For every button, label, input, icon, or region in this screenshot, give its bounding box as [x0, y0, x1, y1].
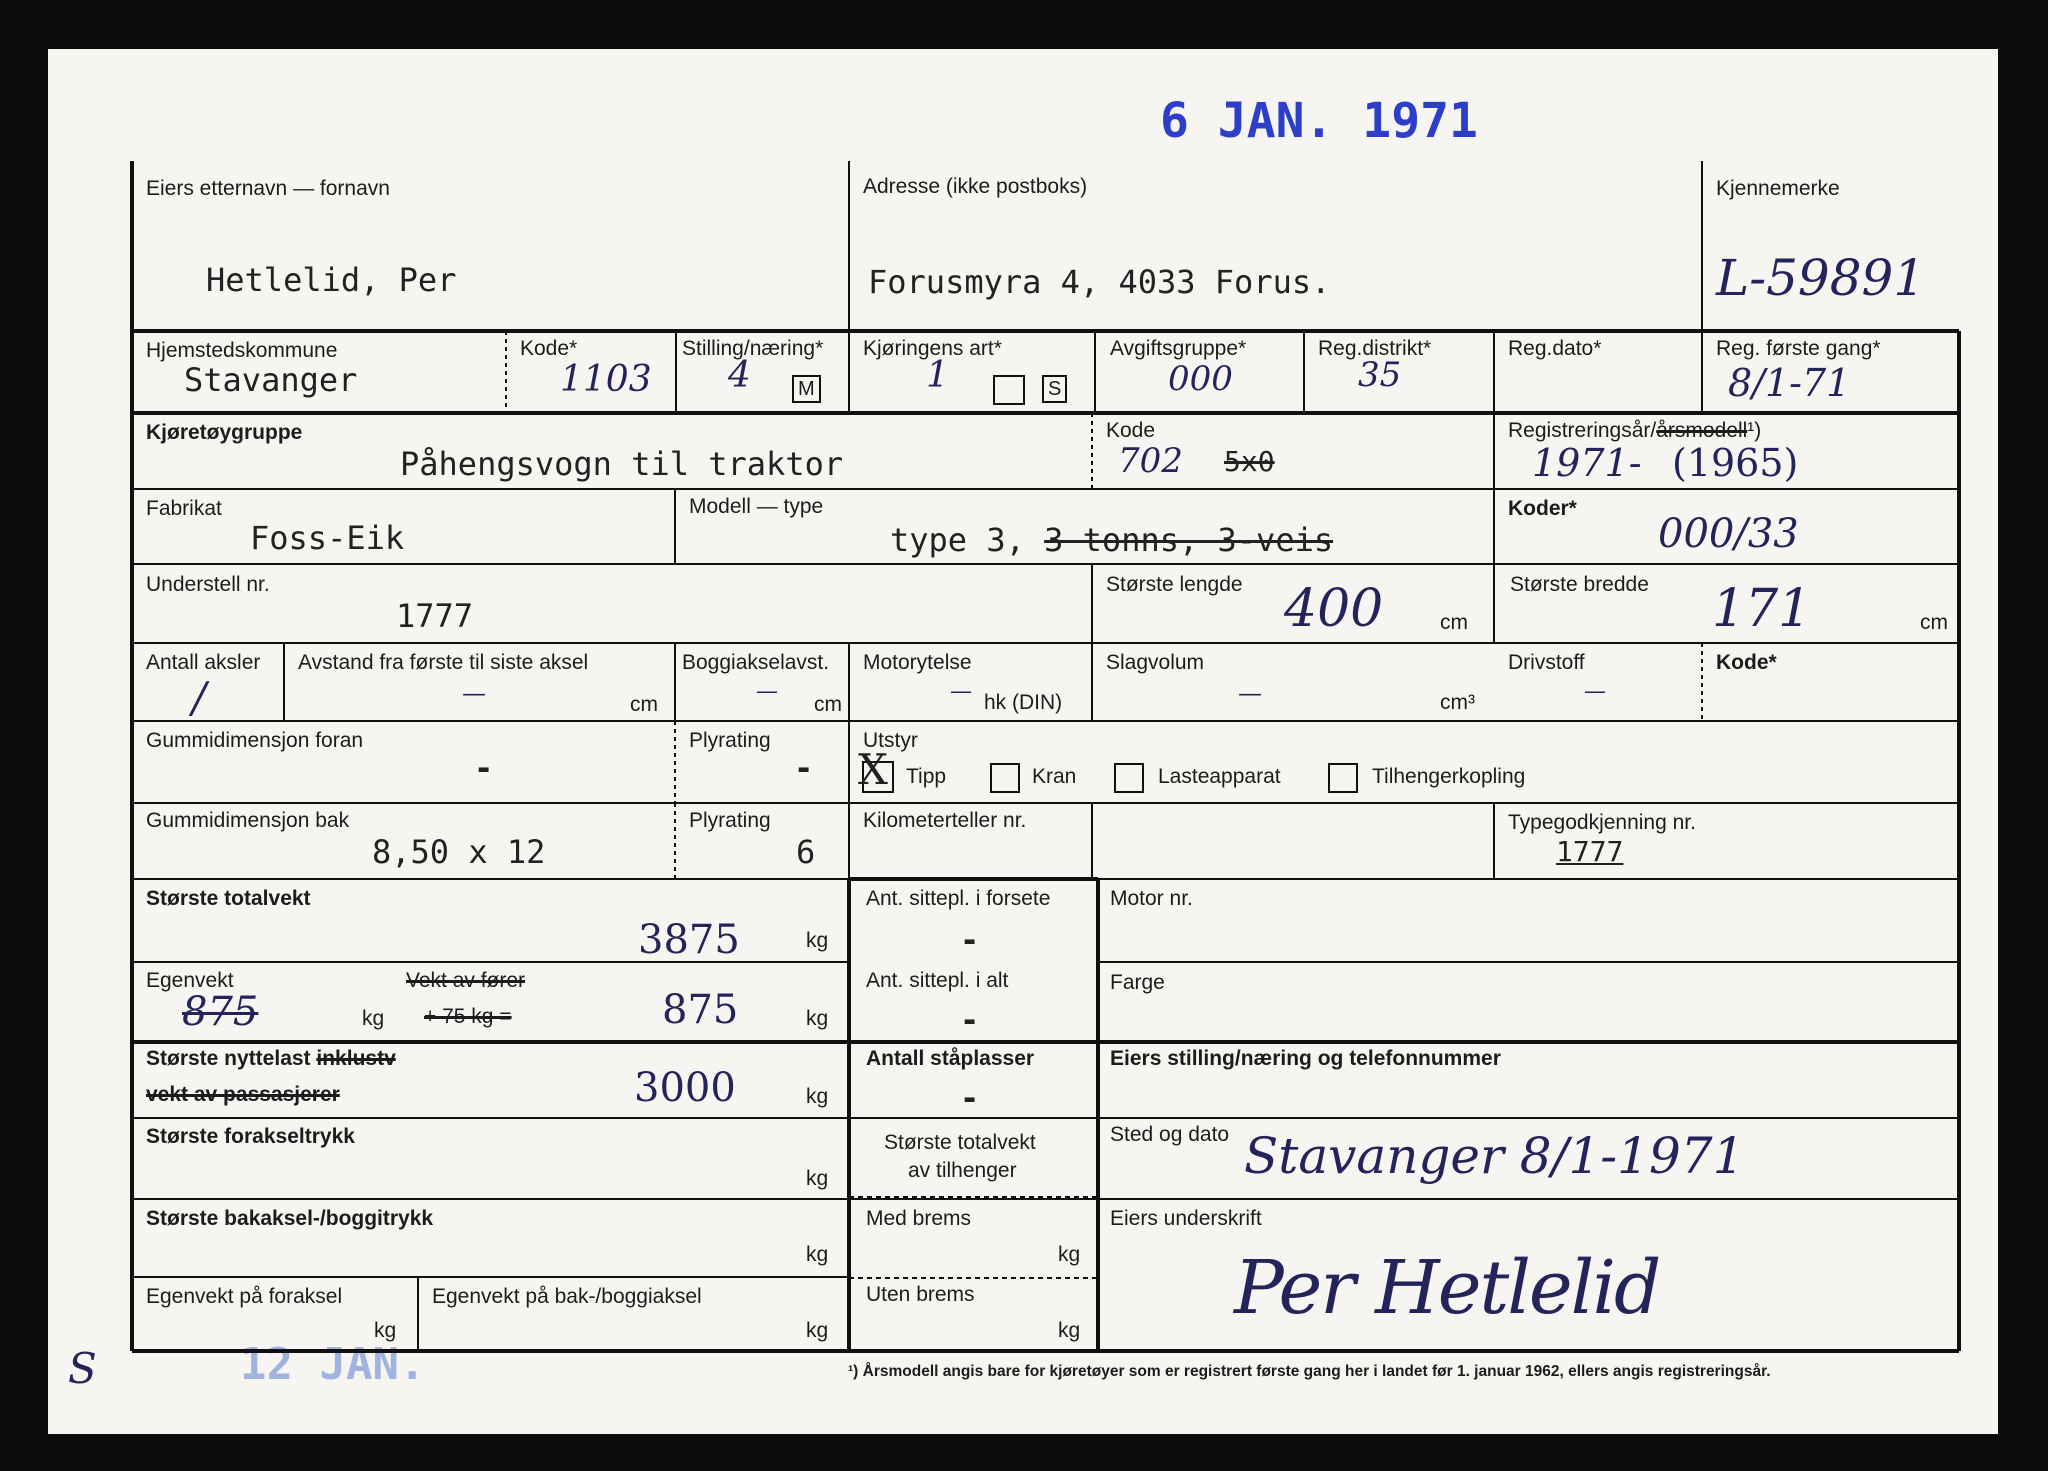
with-brakes-label: Med brems: [866, 1207, 972, 1230]
owner-signature: Per Hetlelid: [1234, 1245, 1660, 1331]
chassis-value: 1777: [396, 597, 474, 635]
own-front-label: Egenvekt på foraksel: [146, 1285, 343, 1308]
axle-distance-unit: cm: [630, 693, 658, 716]
kode-handwritten: 702: [1118, 441, 1183, 481]
type-approval-value: 1777: [1556, 835, 1624, 868]
occupation-m-box: M: [792, 375, 821, 403]
max-length-label: Største lengde: [1106, 573, 1243, 596]
seats-front-label: Ant. sittepl. i forsete: [866, 887, 1051, 910]
own-rear-label: Egenvekt på bak-/boggiaksel: [432, 1285, 702, 1308]
code-label: Kode*: [520, 337, 578, 360]
plus-75-kg: + 75 kg =: [424, 1005, 512, 1028]
model-value: [890, 521, 1333, 559]
front-axle-pressure-unit: kg: [806, 1167, 829, 1190]
codes-label: Koder*: [1508, 497, 1577, 520]
rear-axle-pressure-label: Største bakaksel-/boggitrykk: [146, 1207, 434, 1230]
max-total-weight-unit: kg: [806, 929, 829, 952]
ply-rear-label: Plyrating: [689, 809, 771, 832]
kode-label: Kode: [1106, 419, 1156, 442]
tyre-rear-label: Gummidimensjon bak: [146, 809, 350, 832]
bogie-distance-value: —: [756, 679, 778, 704]
vehicle-group-value: Påhengsvogn til traktor: [400, 445, 844, 483]
occupation-label: Stilling/næring*: [682, 337, 824, 360]
address-label: Adresse (ikke postboks): [863, 175, 1088, 198]
axle-distance-value: —: [462, 679, 486, 707]
displacement-value: —: [1238, 679, 1262, 707]
tilhengerkopling-checkbox[interactable]: [1328, 763, 1358, 793]
owner-occupation-label: Eiers stilling/næring og telefonnummer: [1110, 1047, 1501, 1070]
seats-total-value: -: [960, 1001, 980, 1039]
vehicle-group-label: Kjøretøygruppe: [146, 421, 303, 444]
displacement-unit: cm³: [1440, 691, 1475, 714]
ply-rear-value: 6: [796, 833, 816, 871]
ply-front-value: -: [794, 749, 814, 787]
date-stamp-bottom: 12 JAN.: [240, 1339, 426, 1390]
codes-value: 000/33: [1658, 511, 1799, 557]
tipp-label: Tipp: [906, 765, 947, 788]
own-rear-unit: kg: [806, 1319, 829, 1342]
with-brakes-unit: kg: [1058, 1243, 1081, 1266]
occupation-value: 4: [728, 355, 751, 396]
lasteapparat-label: Lasteapparat: [1158, 765, 1281, 788]
own-weight-kg: kg: [362, 1007, 385, 1030]
municipality-value: Stavanger: [184, 361, 358, 399]
reg-district-value: 35: [1358, 355, 1402, 395]
own-weight-label: Egenvekt: [146, 969, 234, 992]
axles-label: Antall aksler: [146, 651, 261, 674]
max-payload-label-text: Største nyttelast: [146, 1047, 311, 1070]
type-approval-label: Typegodkjenning nr.: [1508, 811, 1696, 834]
without-brakes-label: Uten brems: [866, 1283, 975, 1306]
max-length-unit: cm: [1440, 611, 1468, 634]
owner-name-value: Hetlelid, Per: [206, 261, 457, 299]
drive-type-s-box: S: [1042, 375, 1067, 403]
kran-label: Kran: [1032, 765, 1077, 788]
place-date-label: Sted og dato: [1110, 1123, 1230, 1146]
axles-value: /: [192, 673, 207, 722]
displacement-label: Slagvolum: [1106, 651, 1205, 674]
tyre-front-value: -: [474, 749, 494, 787]
municipality-label: Hjemstedskommune: [146, 339, 338, 362]
reg-year-label-suffix: ¹): [1747, 419, 1762, 442]
address-value: Forusmyra 4, 4033 Forus.: [868, 263, 1331, 301]
reg-year-label-prefix: Registreringsår/: [1508, 419, 1657, 442]
bogie-distance-unit: cm: [814, 693, 842, 716]
rear-axle-pressure-unit: kg: [806, 1243, 829, 1266]
driver-weight-label: Vekt av fører: [406, 969, 526, 992]
seats-total-label: Ant. sittepl. i alt: [866, 969, 1009, 992]
engine-no-label: Motor nr.: [1110, 887, 1193, 910]
reg-year-value: 1971-: [1532, 441, 1642, 485]
fee-group-value: 000: [1168, 359, 1233, 399]
max-width-value: 171: [1712, 579, 1812, 639]
registration-card: [48, 49, 1998, 1434]
own-weight-struck-value: 875: [182, 989, 259, 1035]
footnote: ¹) Årsmodell angis bare for kjøretøyer som er registrert første gang her i landet før 1. januar 1962, ellers angis registreringsår.: [848, 1363, 1771, 1380]
first-reg-label: Reg. første gang*: [1716, 337, 1881, 360]
drive-type-value: 1: [926, 355, 949, 396]
own-weight-value: 875: [662, 987, 739, 1033]
engine-power-label: Motorytelse: [863, 651, 972, 674]
chassis-label: Understell nr.: [146, 573, 270, 596]
axle-distance-label: Avstand fra første til siste aksel: [298, 651, 589, 674]
seats-front-value: -: [960, 921, 980, 959]
lasteapparat-checkbox[interactable]: [1114, 763, 1144, 793]
code-value: 1103: [560, 359, 652, 400]
date-stamp-top: 6 JAN. 1971: [1160, 93, 1478, 149]
kran-checkbox[interactable]: [990, 763, 1020, 793]
reg-date-label: Reg.dato*: [1508, 337, 1602, 360]
payload-passengers-label: vekt av passasjerer: [146, 1083, 340, 1106]
max-payload-value: 3000: [634, 1065, 736, 1111]
drive-type-label: Kjøringens art*: [863, 337, 1002, 360]
reg-mark-label: Kjennemerke: [1716, 177, 1840, 200]
standing-value: -: [960, 1079, 980, 1117]
model-year-value: (1965): [1672, 441, 1799, 485]
max-width-label: Største bredde: [1510, 573, 1649, 596]
tipp-check-mark: X: [858, 745, 888, 794]
model-struck: 3 tonns, 3-veis: [1044, 521, 1334, 559]
max-total-weight-label: Største totalvekt: [146, 887, 311, 910]
signature-label: Eiers underskrift: [1110, 1207, 1262, 1230]
max-payload-label-struck: inklustv: [316, 1047, 396, 1070]
reg-district-label: Reg.distrikt*: [1318, 337, 1432, 360]
odometer-label: Kilometerteller nr.: [863, 809, 1027, 832]
max-width-unit: cm: [1920, 611, 1948, 634]
place-date-value: Stavanger 8/1-1971: [1244, 1127, 1745, 1185]
max-total-weight-value: 3875: [638, 917, 740, 963]
tyre-rear-value: 8,50 x 12: [372, 833, 546, 871]
make-label: Fabrikat: [146, 497, 222, 520]
without-brakes-unit: kg: [1058, 1319, 1081, 1342]
make-value: Foss-Eik: [250, 519, 405, 557]
engine-power-unit: hk (DIN): [984, 691, 1063, 714]
reg-mark-value: L-59891: [1716, 249, 1926, 307]
kode-typed-struck: 5x0: [1224, 445, 1275, 478]
fuel-value: —: [1584, 679, 1606, 704]
trailer-weight-label-2: av tilhenger: [908, 1159, 1017, 1182]
owner-name-label: Eiers etternavn — fornavn: [146, 177, 390, 200]
max-payload-unit: kg: [806, 1085, 829, 1108]
equipment-label: Utstyr: [863, 729, 918, 752]
fuel-label: Drivstoff: [1508, 651, 1585, 674]
tilhengerkopling-label: Tilhengerkopling: [1372, 765, 1526, 788]
margin-mark: S: [68, 1344, 97, 1393]
drive-type-box-crossed: [993, 375, 1025, 405]
trailer-weight-label-1: Største totalvekt: [884, 1131, 1036, 1154]
max-payload-label: [146, 1047, 396, 1071]
tyre-front-label: Gummidimensjon foran: [146, 729, 364, 752]
reg-year-label-struck: årsmodell: [1656, 419, 1748, 442]
model-label: Modell — type: [689, 495, 824, 518]
bogie-distance-label: Boggiakselavst.: [682, 651, 830, 674]
reg-year-label: [1508, 419, 1761, 443]
own-weight-unit: kg: [806, 1007, 829, 1030]
first-reg-value: 8/1-71: [1728, 361, 1851, 405]
max-length-value: 400: [1284, 579, 1384, 639]
model-plain: type 3,: [890, 521, 1025, 559]
fee-group-label: Avgiftsgruppe*: [1110, 337, 1247, 360]
colour-label: Farge: [1110, 971, 1165, 994]
standing-label: Antall ståplasser: [866, 1047, 1035, 1070]
engine-power-value: —: [950, 679, 972, 704]
own-front-unit: kg: [374, 1319, 397, 1342]
ply-front-label: Plyrating: [689, 729, 771, 752]
front-axle-pressure-label: Største forakseltrykk: [146, 1125, 355, 1148]
kode2-label: Kode*: [1716, 651, 1777, 674]
